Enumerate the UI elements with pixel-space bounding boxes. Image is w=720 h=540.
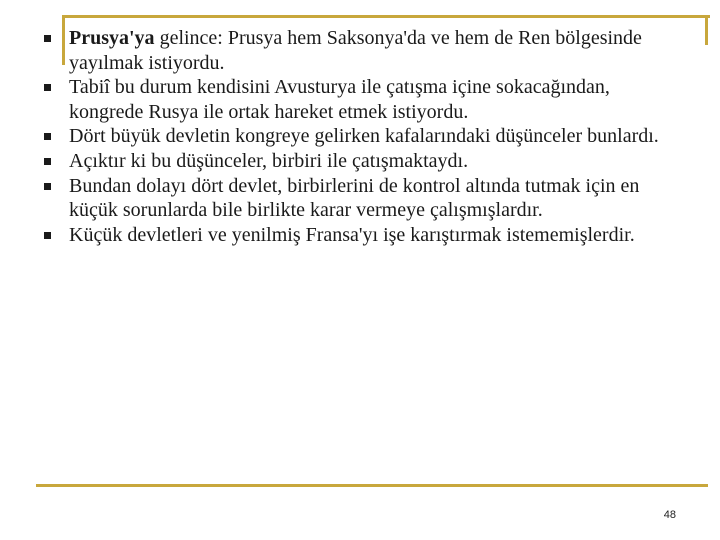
- bullet-text: Küçük devletleri ve yenilmiş Fransa'yı işe karıştırmak istememişlerdir.: [69, 223, 635, 246]
- bullet-text: Bundan dolayı dört devlet, birbirlerini de kontrol altında tutmak için en küçük sorunlarda bile birlikte karar vermeye çalışmışlardır.: [69, 174, 640, 222]
- bullet-item: [41, 149, 681, 174]
- frame-top-rule: [62, 15, 710, 18]
- bullet-text: Dört büyük devletin kongreye gelirken kafalarındaki düşünceler bunlardı.: [69, 125, 659, 148]
- square-bullet-icon: [44, 158, 51, 165]
- bullet-text: Açıktır ki bu düşünceler, birbiri ile çatışmaktaydı.: [69, 149, 469, 172]
- bullet-text: Tabiî bu durum kendisini Avusturya ile çatışma içine sokacağından, kongrede Rusya ile ortak hareket etmek istiyordu.: [69, 76, 610, 123]
- frame-bottom-rule: [36, 484, 708, 487]
- bullet-lead: Prusya'ya: [69, 27, 155, 49]
- bullet-item: [41, 223, 681, 248]
- bullet-item: [41, 26, 681, 75]
- bullet-text: gelince: Prusya hem Saksonya'da ve hem de Ren bölgesinde yayılmak istiyordu.: [69, 27, 642, 74]
- bullet-item: [41, 174, 681, 223]
- bullet-item: [41, 124, 681, 149]
- page-number: 48: [663, 509, 676, 521]
- square-bullet-icon: [44, 232, 51, 239]
- square-bullet-icon: [44, 133, 51, 140]
- square-bullet-icon: [44, 35, 51, 42]
- frame-right-rule: [705, 15, 708, 45]
- bullet-item: [41, 75, 681, 124]
- bullet-list: [41, 26, 681, 247]
- square-bullet-icon: [44, 84, 51, 91]
- square-bullet-icon: [44, 183, 51, 190]
